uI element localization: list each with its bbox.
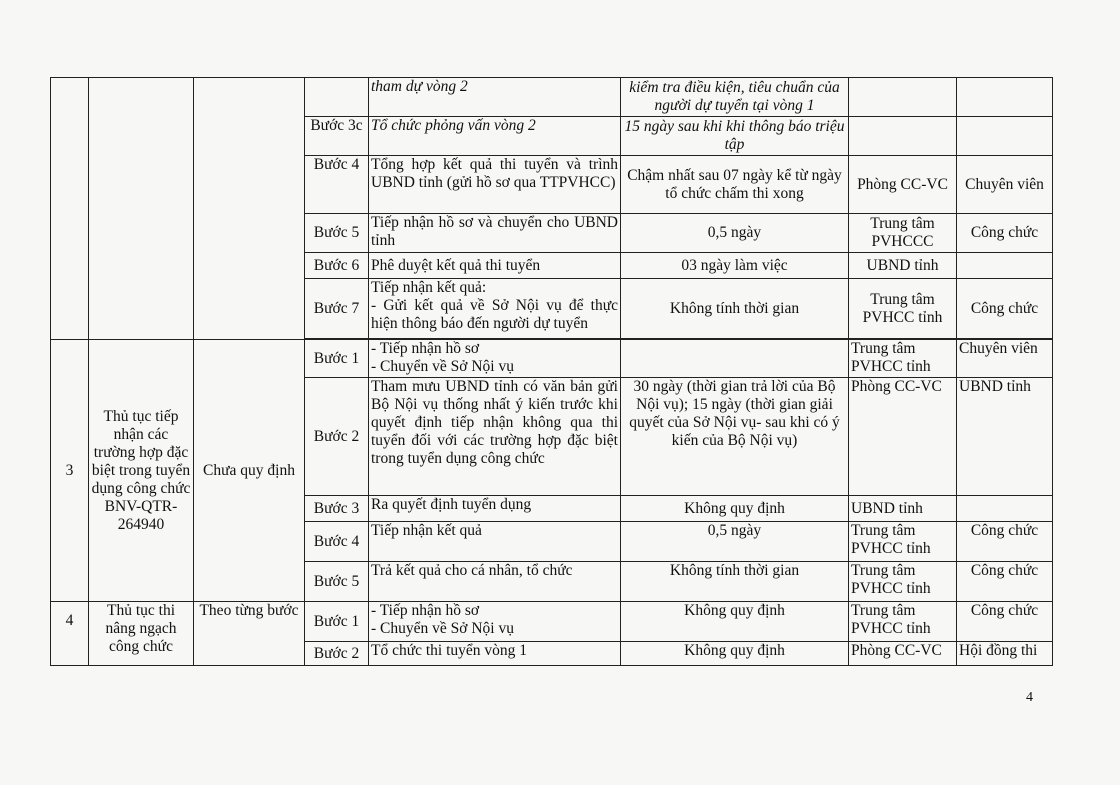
- step-content: [369, 602, 621, 642]
- step-person: [957, 496, 1053, 522]
- step-time: 0,5 ngày: [621, 214, 849, 253]
- page-number: 4: [1026, 690, 1033, 705]
- step-content: [369, 279, 621, 339]
- step-dept: Trung tâm PVHCC tỉnh: [849, 340, 957, 378]
- step-content: Tổng hợp kết quả thi tuyển và trình UBND tỉnh (gửi hồ sơ qua TTPVHCC): [369, 156, 621, 214]
- procedure-table: [50, 77, 1053, 666]
- step-time: Không tính thời gian: [621, 562, 849, 602]
- step-dept: Phòng CC-VC: [849, 378, 957, 496]
- step-person: Chuyên viên: [957, 340, 1053, 378]
- step-person: UBND tỉnh: [957, 378, 1053, 496]
- step-dept: Trung tâm PVHCC tỉnh: [849, 279, 957, 339]
- step-person: Công chức: [957, 602, 1053, 642]
- step-time: Không quy định: [621, 602, 849, 642]
- step-time: 30 ngày (thời gian trả lời của Bộ Nội vụ); 15 ngày (thời gian giải quyết của Sở Nội vụ- sau khi có ý kiến của Bộ Nội vụ): [621, 378, 849, 496]
- step-content-line: Tiếp nhận kết quả:: [371, 279, 487, 296]
- step-time: 15 ngày sau khi khi thông báo triệu tập: [621, 117, 849, 156]
- step-time: Không tính thời gian: [621, 279, 849, 339]
- step-dept: Phòng CC-VC: [849, 156, 957, 214]
- total-time-cell: [194, 78, 305, 340]
- table-row: [51, 78, 1053, 117]
- step-content: tham dự vòng 2: [369, 78, 621, 117]
- step-dept: UBND tỉnh: [849, 253, 957, 279]
- step-content-line: - Tiếp nhận hồ sơ: [371, 340, 480, 357]
- step-cell: Bước 2: [305, 378, 369, 496]
- step-time: 03 ngày làm việc: [621, 253, 849, 279]
- step-content: Trả kết quả cho cá nhân, tổ chức: [369, 562, 621, 602]
- step-content-line: - Tiếp nhận hồ sơ: [371, 602, 480, 619]
- step-person: Công chức: [957, 562, 1053, 602]
- step-cell: Bước 7: [305, 279, 369, 339]
- step-dept: Phòng CC-VC: [849, 642, 957, 666]
- step-cell: Bước 2: [305, 642, 369, 666]
- step-person: Chuyên viên: [957, 156, 1053, 214]
- procedure-name: Thủ tục thi nâng ngạch công chức: [89, 602, 194, 666]
- step-dept: [849, 117, 957, 156]
- step-person: Công chức: [957, 522, 1053, 562]
- procedure-number: 3: [51, 340, 89, 602]
- step-dept: Trung tâm PVHCC tỉnh: [849, 562, 957, 602]
- step-dept: Trung tâm PVHCC tỉnh: [849, 602, 957, 642]
- step-content: Tham mưu UBND tỉnh có văn bản gửi Bộ Nội vụ thống nhất ý kiến trước khi quyết định tiếp nhận không qua thi tuyển đối với các trường hợp đặc biệt trong tuyển dụng công chức: [369, 378, 621, 496]
- step-content: Tổ chức phỏng vấn vòng 2: [369, 117, 621, 156]
- step-cell: Bước 5: [305, 562, 369, 602]
- step-content: Ra quyết định tuyển dụng: [369, 496, 621, 522]
- step-time: kiểm tra điều kiện, tiêu chuẩn của người dự tuyển tại vòng 1: [621, 78, 849, 117]
- step-time: Chậm nhất sau 07 ngày kể từ ngày tổ chức chấm thi xong: [621, 156, 849, 214]
- step-content: Tiếp nhận kết quả: [369, 522, 621, 562]
- table-row: [51, 340, 1053, 378]
- step-person: Công chức: [957, 214, 1053, 253]
- step-content: [369, 340, 621, 378]
- step-person: [957, 253, 1053, 279]
- procedure-number: 4: [51, 602, 89, 666]
- step-dept: Trung tâm PVHCC tỉnh: [849, 522, 957, 562]
- step-cell: Bước 3c: [305, 117, 369, 156]
- step-person: Công chức: [957, 279, 1053, 339]
- step-cell: Bước 1: [305, 340, 369, 378]
- step-content-line: - Chuyển về Sở Nội vụ: [371, 620, 514, 637]
- step-dept: UBND tỉnh: [849, 496, 957, 522]
- step-time: [621, 340, 849, 378]
- step-cell: Bước 1: [305, 602, 369, 642]
- step-cell: [305, 78, 369, 117]
- step-content-line: - Gửi kết quả về Sở Nội vụ để thực hiện thông báo đến người dự tuyển: [371, 297, 618, 332]
- step-person: Hội đồng thi: [957, 642, 1053, 666]
- table-row: [51, 602, 1053, 642]
- procedure-total-time: Chưa quy định: [194, 340, 305, 602]
- step-dept: Trung tâm PVHCCC: [849, 214, 957, 253]
- step-dept: [849, 78, 957, 117]
- step-cell: Bước 6: [305, 253, 369, 279]
- step-cell: Bước 3: [305, 496, 369, 522]
- procedure-name: Thủ tục tiếp nhận các trường hợp đặc biệt trong tuyển dụng công chức BNV-QTR-264940: [89, 340, 194, 602]
- step-time: Không quy định: [621, 642, 849, 666]
- step-content: Tiếp nhận hồ sơ và chuyển cho UBND tỉnh: [369, 214, 621, 253]
- step-time: 0,5 ngày: [621, 522, 849, 562]
- step-content-line: - Chuyển về Sở Nội vụ: [371, 358, 514, 375]
- step-person: [957, 117, 1053, 156]
- step-time: Không quy định: [621, 496, 849, 522]
- step-cell: Bước 5: [305, 214, 369, 253]
- step-content: Phê duyệt kết quả thi tuyển: [369, 253, 621, 279]
- step-cell: Bước 4: [305, 156, 369, 214]
- step-cell: Bước 4: [305, 522, 369, 562]
- no-cell: [51, 78, 89, 340]
- step-content: Tổ chức thi tuyển vòng 1: [369, 642, 621, 666]
- step-person: [957, 78, 1053, 117]
- procedure-name-cell: [89, 78, 194, 340]
- procedure-total-time: Theo từng bước: [194, 602, 305, 666]
